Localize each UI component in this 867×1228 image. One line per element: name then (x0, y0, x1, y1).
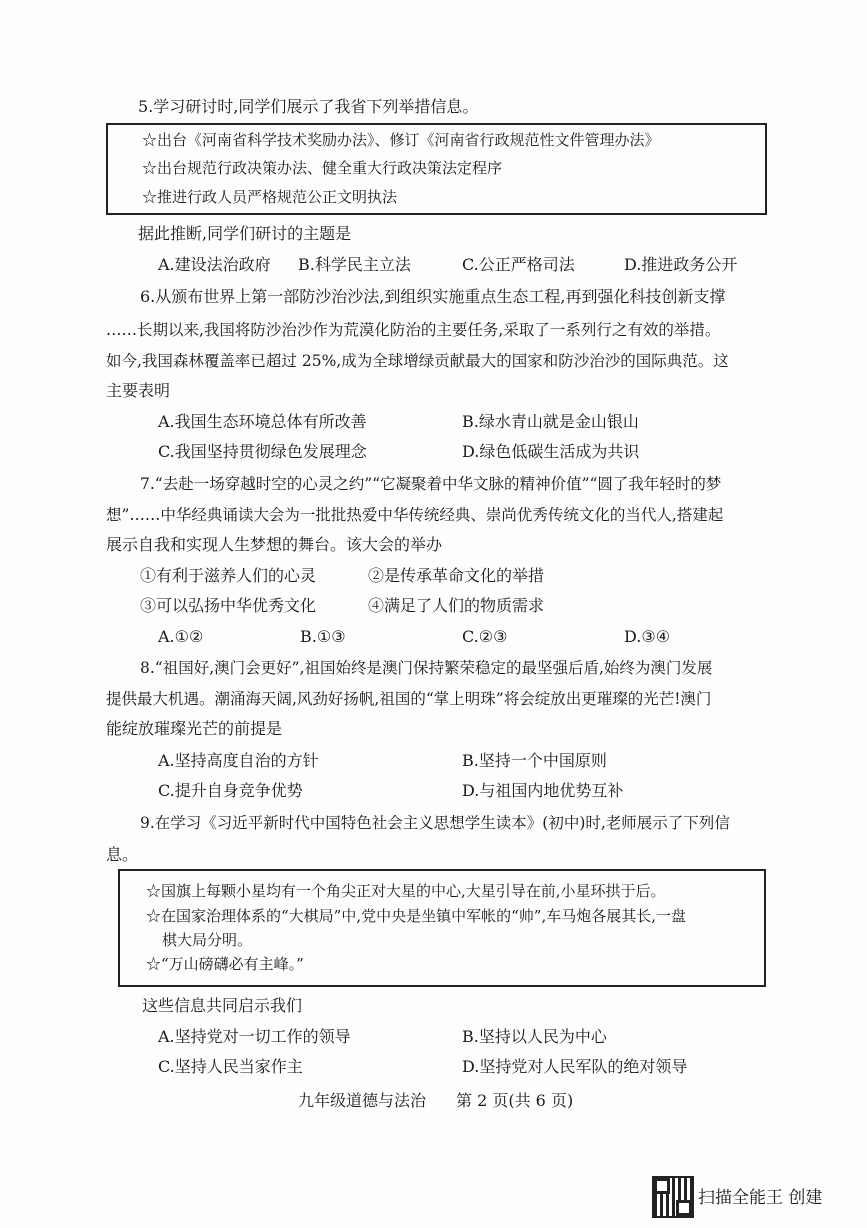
q7-statement-1: ①有利于滋养人们的心灵 (140, 566, 317, 585)
q6-option-c: C.我国坚持贯彻绿色发展理念 (158, 442, 367, 461)
q9-box-line-4: ☆“万山磅礴必有主峰。” (146, 955, 304, 973)
q8-option-b: B.坚持一个中国原则 (462, 751, 607, 770)
q7-line-2: 想”……中华经典诵读大会为一批批热爱中华传统经典、崇尚优秀传统文化的当代人,搭建起 (106, 506, 724, 524)
q5-stem: 5.学习研讨时,同学们展示了我省下列举措信息。 (138, 97, 479, 116)
q6-line-1: 6.从颁布世界上第一部防沙治沙法,到组织实施重点生态工程,再到强化科技创新支撑 (140, 287, 726, 306)
q5-option-d: D.推进政务公开 (624, 255, 738, 274)
q5-box-line-3: ☆推进行政人员严格规范公正文明执法 (142, 188, 398, 206)
q9-info-box (118, 869, 766, 987)
q7-line-1: 7.“去赴一场穿越时空的心灵之约”“它凝聚着中华文脉的精神价值”“圆了我年轻时的梦 (140, 475, 722, 493)
q5-box-line-1: ☆出台《河南省科学技术奖励办法》、修订《河南省行政规范性文件管理办法》 (142, 131, 660, 149)
q7-statement-2: ②是传承革命文化的举措 (368, 566, 545, 585)
q5-question: 据此推断,同学们研讨的主题是 (138, 224, 352, 243)
footer-page-number: 第 2 页(共 6 页) (456, 1091, 574, 1110)
q9-option-b: B.坚持以人民为中心 (462, 1027, 607, 1046)
q6-line-3: 如今,我国森林覆盖率已超过 25%,成为全球增绿贡献最大的国家和防沙治沙的国际典范。这 (106, 352, 729, 370)
q8-line-2: 提供最大机遇。潮涌海天阔,风劲好扬帆,祖国的“掌上明珠”将会绽放出更璀璨的光芒!澳门 (106, 690, 712, 708)
q9-option-d: D.坚持党对人民军队的绝对领导 (462, 1057, 688, 1076)
q5-option-c: C.公正严格司法 (462, 255, 575, 274)
q9-question: 这些信息共同启示我们 (142, 996, 303, 1015)
q9-option-a: A.坚持党对一切工作的领导 (158, 1027, 351, 1046)
q7-option-c: C.②③ (462, 627, 508, 646)
q7-line-3: 展示自我和实现人生梦想的舞台。该大会的举办 (106, 535, 443, 554)
q7-option-b: B.①③ (300, 627, 346, 646)
q6-line-4: 主要表明 (106, 381, 171, 400)
scanner-watermark: 扫描全能王 创建 (698, 1188, 823, 1208)
q6-option-b: B.绿水青山就是金山银山 (462, 412, 639, 431)
q9-line-2: 息。 (106, 845, 139, 864)
q7-statement-3: ③可以弘扬中华优秀文化 (140, 596, 317, 615)
q9-option-c: C.坚持人民当家作主 (158, 1057, 303, 1076)
q7-option-d: D.③④ (624, 627, 671, 646)
q8-option-c: C.提升自身竞争优势 (158, 781, 303, 800)
qr-code-icon (652, 1176, 694, 1218)
q8-line-1: 8.“祖国好,澳门会更好”,祖国始终是澳门保持繁荣稳定的最坚强后盾,始终为澳门发展 (140, 659, 713, 677)
q7-statement-4: ④满足了人们的物质需求 (368, 596, 545, 615)
q8-option-d: D.与祖国内地优势互补 (462, 781, 624, 800)
q8-line-3: 能绽放璀璨光芒的前提是 (106, 719, 283, 738)
q6-option-a: A.我国生态环境总体有所改善 (158, 412, 367, 431)
q5-option-a: A.建设法治政府 (158, 255, 271, 274)
q5-option-b: B.科学民主立法 (298, 255, 411, 274)
q7-option-a: A.①② (158, 627, 204, 646)
q9-box-line-1: ☆国旗上每颗小星均有一个角尖正对大星的中心,大星引导在前,小星环拱于后。 (146, 882, 666, 900)
q9-line-1: 9.在学习《习近平新时代中国特色社会主义思想学生读本》(初中)时,老师展示了下列信 (140, 814, 730, 832)
q6-option-d: D.绿色低碳生活成为共识 (462, 442, 640, 461)
q6-line-2: ……长期以来,我国将防沙治沙作为荒漠化防治的主要任务,采取了一系列行之有效的举措。 (106, 321, 721, 339)
q5-box-line-2: ☆出台规范行政决策办法、健全重大行政决策法定程序 (142, 159, 503, 177)
q5-info-box (106, 123, 767, 215)
q9-box-line-3: 棋大局分明。 (162, 931, 253, 949)
q9-box-line-2: ☆在国家治理体系的“大棋局”中,党中央是坐镇中军帐的“帅”,车马炮各展其长,一盘 (146, 907, 686, 925)
footer-subject: 九年级道德与法治 (298, 1091, 427, 1110)
q8-option-a: A.坚持高度自治的方针 (158, 751, 319, 770)
